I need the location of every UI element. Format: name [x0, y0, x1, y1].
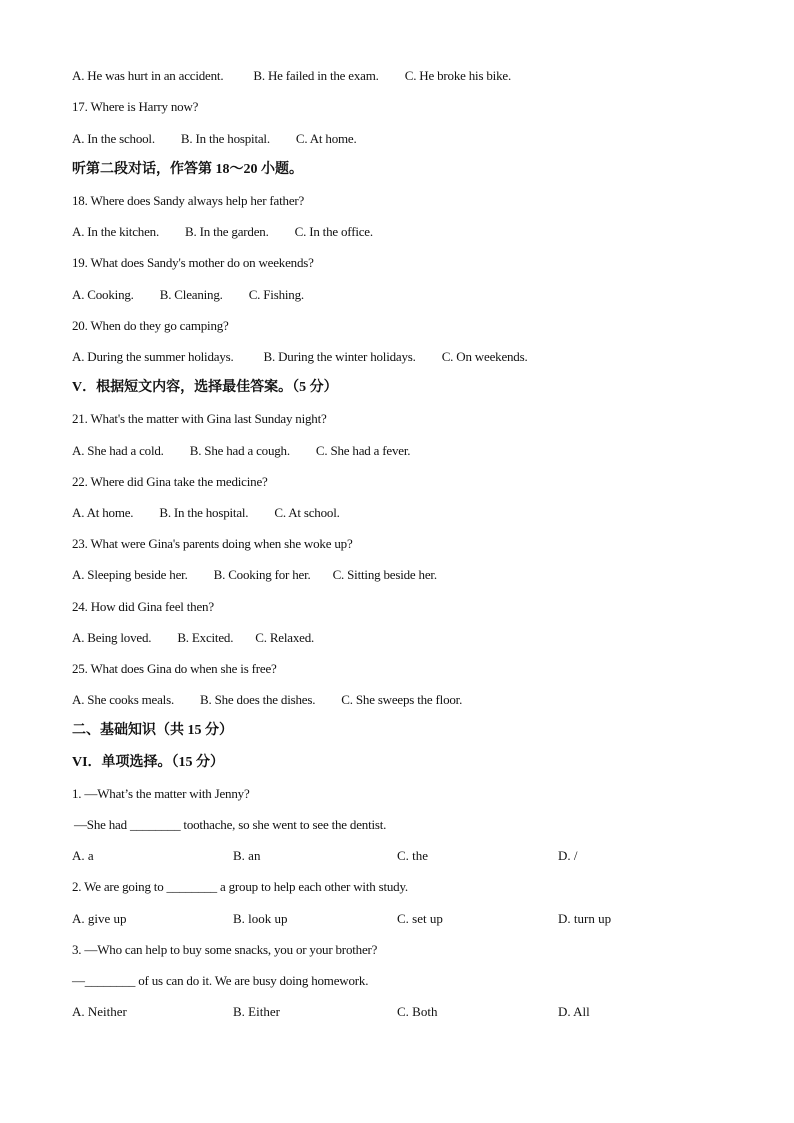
q2-question: 2. We are going to ________ a group to help each other with study.	[72, 879, 408, 894]
q2-option-d: D. turn up	[558, 911, 612, 926]
q20-option-a: A. During the summer holidays.	[72, 349, 234, 364]
q21-question: 21. What's the matter with Gina last Sunday night?	[72, 411, 327, 426]
q17-option-b: B. In the hospital.	[180, 131, 270, 146]
q16-option-b: B. He failed in the exam.	[253, 68, 379, 83]
q22-option-c: C. At school.	[274, 505, 340, 520]
q21-option-c: C. She had a fever.	[315, 443, 411, 458]
q3-option-d: D. All	[558, 1004, 590, 1019]
q24-question: 24. How did Gina feel then?	[72, 599, 214, 614]
q20-question: 20. When do they go camping?	[72, 318, 229, 333]
q24-option-b: B. Excited.	[177, 630, 234, 645]
q24-options	[72, 629, 314, 647]
q18-option-a: A. In the kitchen.	[72, 224, 160, 239]
q19-option-b: B. Cleaning.	[159, 287, 223, 302]
q22-option-a: A. At home.	[72, 505, 134, 520]
q21-option-a: A. She had a cold.	[72, 443, 164, 458]
q21-options	[72, 442, 410, 460]
q19-options	[72, 286, 304, 304]
q25-option-b: B. She does the dishes.	[200, 692, 316, 707]
q24-option-a: A. Being loved.	[72, 630, 152, 645]
q1-question-line1: 1. —What’s the matter with Jenny?	[72, 786, 250, 801]
q18-options	[72, 223, 373, 241]
q22-options	[72, 504, 340, 522]
q18-option-b: B. In the garden.	[185, 224, 269, 239]
q2-option-b: B. look up	[233, 911, 288, 926]
q2-option-c: C. set up	[397, 911, 443, 926]
part2-heading: 二、基础知识（共 15 分）	[72, 723, 233, 738]
q23-options	[72, 566, 437, 584]
q3-option-a: A. Neither	[72, 1004, 127, 1019]
dialog2-heading: 听第二段对话，作答第 18～20 小题。	[72, 162, 303, 177]
q1-question-line2: —She had ________ toothache, so she went to see the dentist.	[74, 817, 387, 832]
q25-option-a: A. She cooks meals.	[72, 692, 174, 707]
q25-question: 25. What does Gina do when she is free?	[72, 661, 277, 676]
q24-option-c: C. Relaxed.	[255, 630, 315, 645]
q1-option-b: B. an	[233, 848, 261, 863]
q19-option-a: A. Cooking.	[72, 287, 134, 302]
q23-question: 23. What were Gina's parents doing when she woke up?	[72, 536, 353, 551]
q22-question: 22. Where did Gina take the medicine?	[72, 474, 268, 489]
q16-option-a: A. He was hurt in an accident.	[72, 68, 224, 83]
q1-option-c: C. the	[397, 848, 429, 863]
q19-option-c: C. Fishing.	[248, 287, 304, 302]
q20-options	[72, 348, 528, 366]
q17-options	[72, 130, 357, 148]
q16-options	[72, 67, 511, 85]
q23-option-b: B. Cooking for her.	[213, 567, 311, 582]
q16-option-c: C. He broke his bike.	[404, 68, 511, 83]
q3-question-line2: —________ of us can do it. We are busy doing homework.	[72, 973, 369, 988]
q3-option-c: C. Both	[397, 1004, 438, 1019]
q20-option-c: C. On weekends.	[441, 349, 528, 364]
q20-option-b: B. During the winter holidays.	[263, 349, 416, 364]
q17-option-a: A. In the school.	[72, 131, 155, 146]
q2-option-a: A. give up	[72, 911, 127, 926]
q18-option-c: C. In the office.	[294, 224, 373, 239]
section6-heading: VI．单项选择。（15 分）	[72, 755, 225, 770]
q25-option-c: C. She sweeps the floor.	[341, 692, 463, 707]
q25-options	[72, 691, 462, 709]
q21-option-b: B. She had a cough.	[189, 443, 290, 458]
q3-option-b: B. Either	[233, 1004, 280, 1019]
q23-option-a: A. Sleeping beside her.	[72, 567, 188, 582]
q17-question: 17. Where is Harry now?	[72, 99, 199, 114]
q3-question-line1: 3. —Who can help to buy some snacks, you or your brother?	[72, 942, 378, 957]
q22-option-b: B. In the hospital.	[159, 505, 249, 520]
q1-option-d: D. /	[558, 848, 578, 863]
q19-question: 19. What does Sandy's mother do on weekends?	[72, 255, 314, 270]
q23-option-c: C. Sitting beside her.	[332, 567, 437, 582]
q18-question: 18. Where does Sandy always help her father?	[72, 193, 305, 208]
q1-option-a: A. a	[72, 848, 94, 863]
section5-heading: V．根据短文内容，选择最佳答案。（5 分）	[72, 380, 338, 395]
q17-option-c: C. At home.	[295, 131, 357, 146]
